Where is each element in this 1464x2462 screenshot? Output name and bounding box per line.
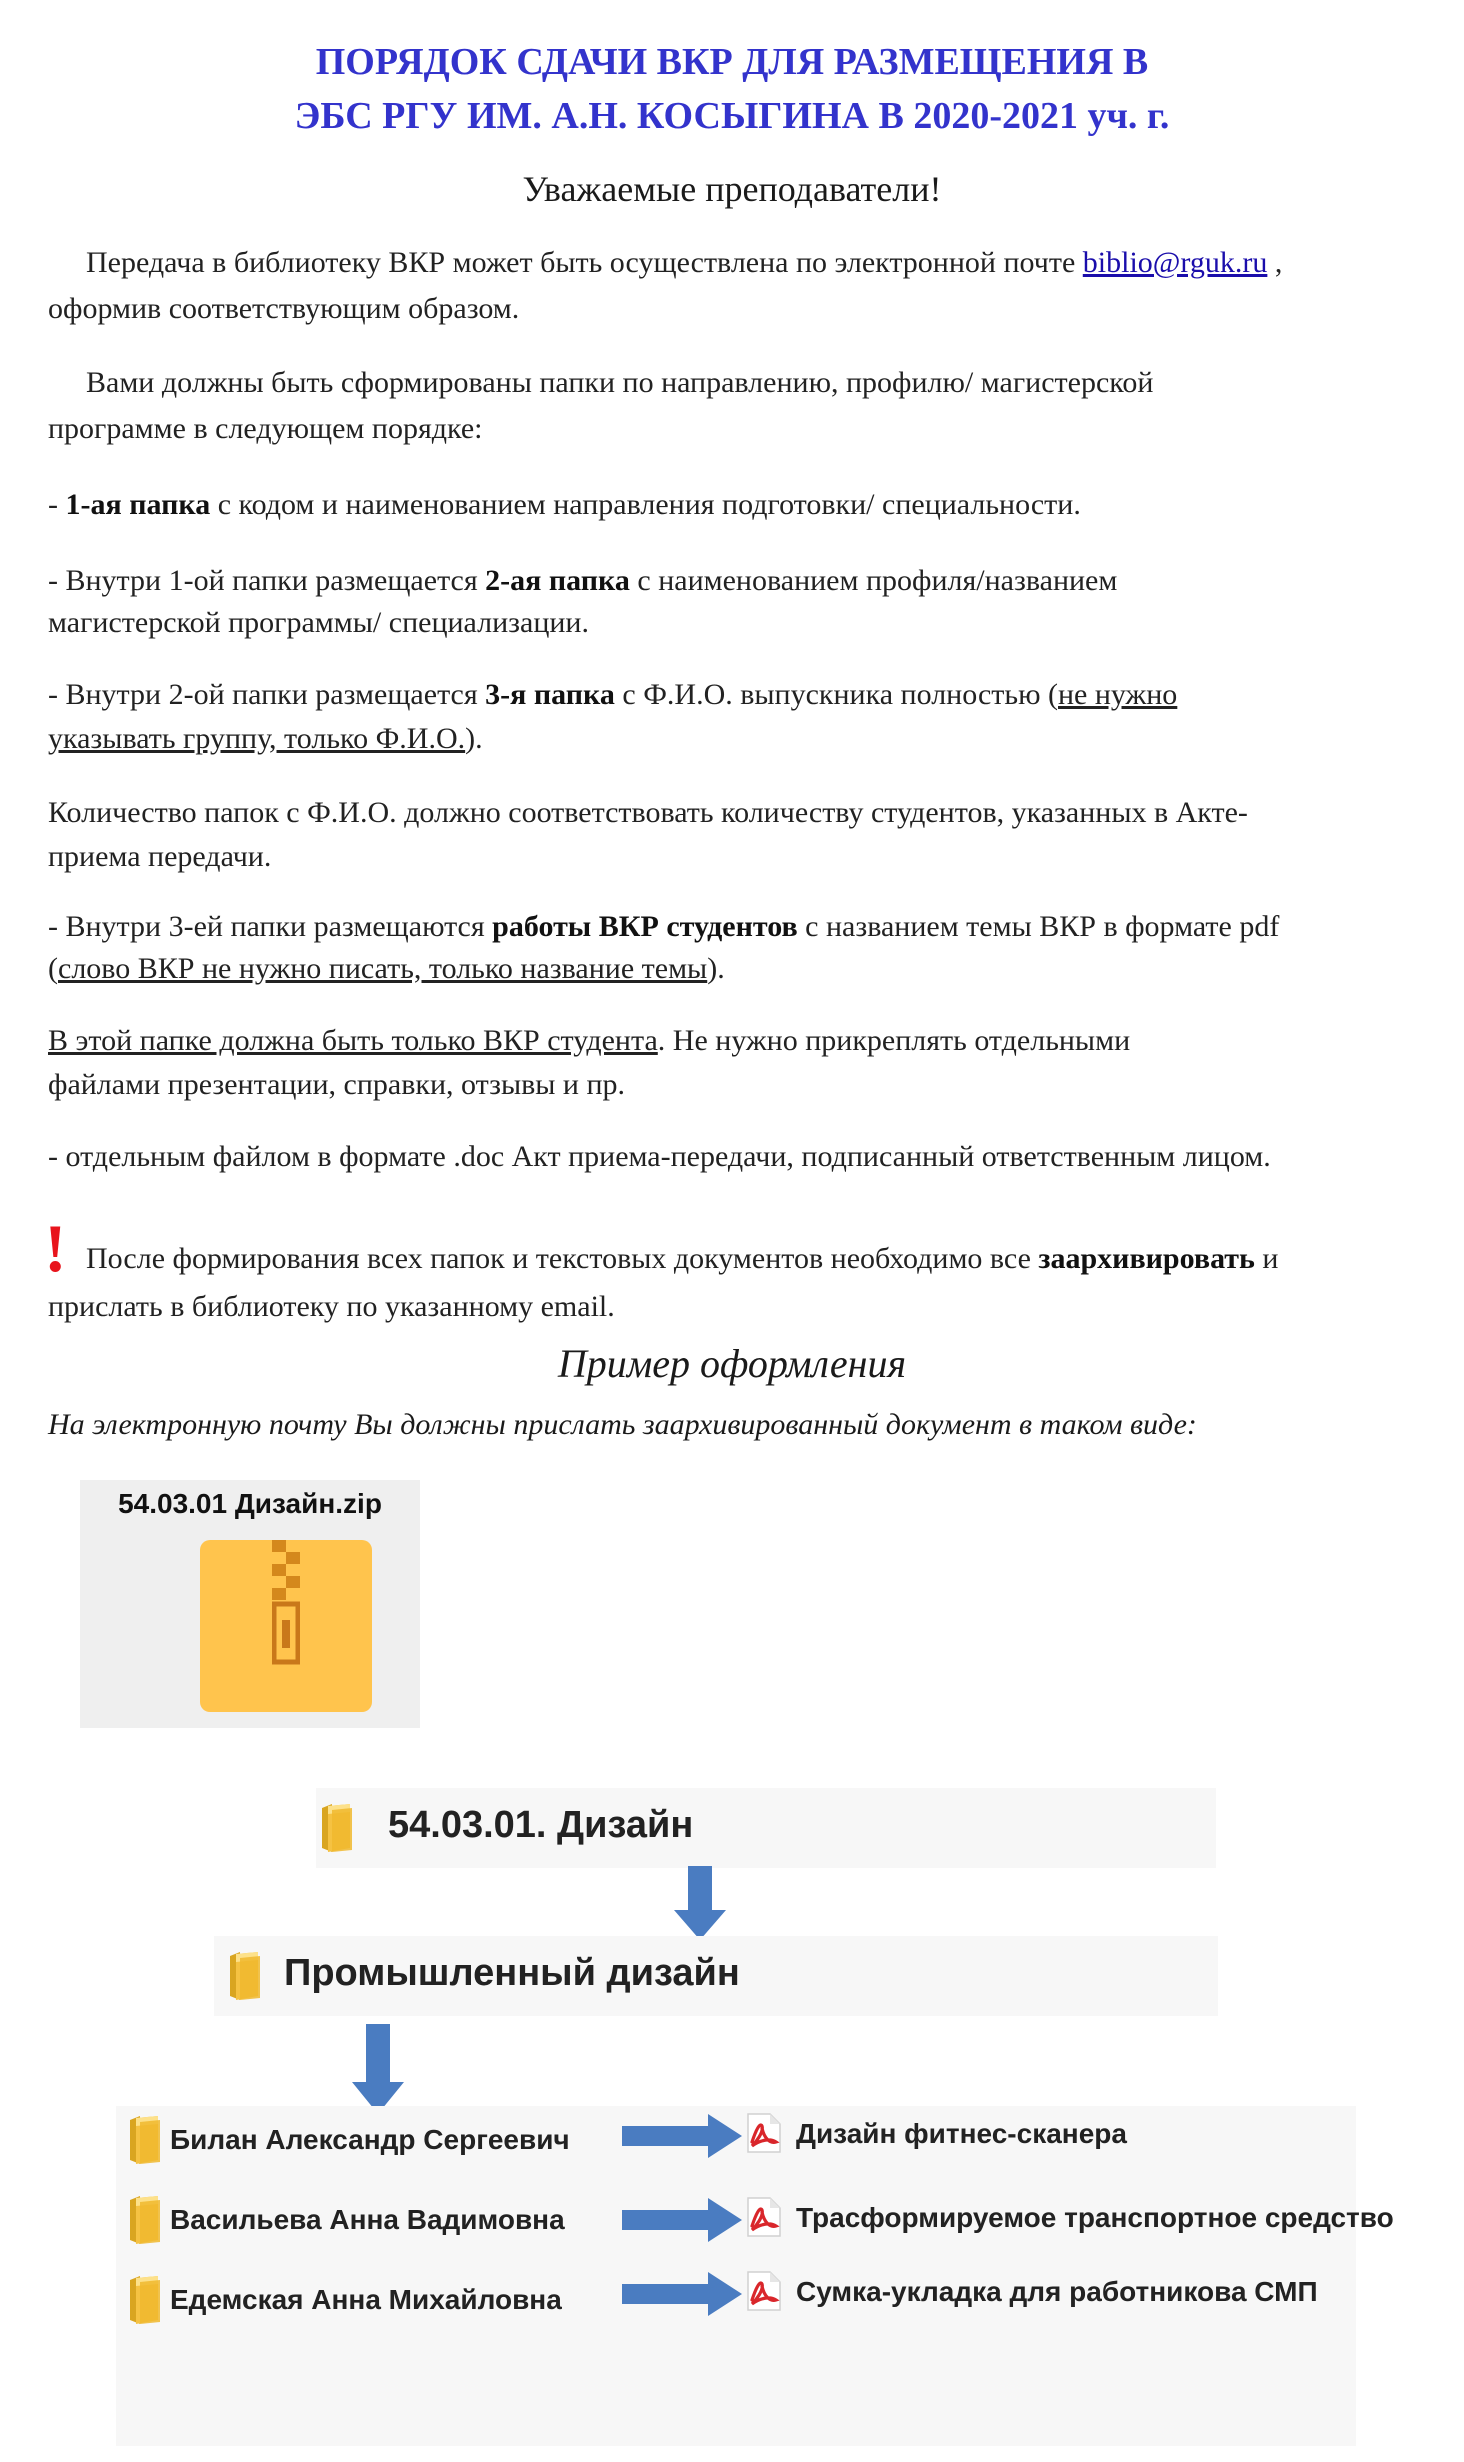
item2-bold: 2-ая папка: [485, 564, 630, 597]
item3-prefix: - Внутри 2-ой папки размещается: [48, 678, 486, 711]
tree-level2-label: Промышленный дизайн: [284, 1952, 740, 1994]
item3-end: ).: [465, 722, 483, 755]
item4-rest: с названием темы ВКР в формате pdf: [797, 910, 1280, 943]
item1-prefix: -: [48, 488, 66, 521]
pdf-file-icon: [746, 2270, 782, 2312]
archive-note: [86, 1236, 1426, 1281]
item3-bold: 3-я папка: [485, 678, 615, 711]
archive-note-line2: прислать в библиотеку по указанному email.: [48, 1290, 615, 1323]
archive-after: и: [1254, 1242, 1279, 1275]
item-act: - отдельным файлом в формате .doc Акт приема-передачи, подписанный ответственным лицом.: [48, 1140, 1271, 1173]
vkr-file-name[interactable]: Сумка-укладка для работникова СМП: [796, 2276, 1318, 2307]
item4-bold: работы ВКР студентов: [492, 910, 798, 943]
item-works: [48, 904, 1418, 949]
item3-line2: [48, 716, 1418, 761]
greeting: Уважаемые преподаватели!: [522, 169, 942, 209]
email-link[interactable]: biblio@rguk.ru: [1082, 246, 1268, 279]
vkr-file-name[interactable]: Дизайн фитнес-сканера: [796, 2118, 1127, 2149]
folder-icon: [126, 2194, 162, 2246]
folder-icon: [126, 2274, 162, 2326]
only-note-rest: . Не нужно прикреплять отдельными: [657, 1024, 1131, 1057]
zipper-icon: [272, 1540, 300, 1672]
zip-file[interactable]: [80, 1480, 420, 1728]
intro-line2: оформив соответствующим образом.: [48, 292, 520, 325]
vkr-file-name[interactable]: Трасформируемое транспортное средство: [796, 2202, 1394, 2233]
item2-line2: магистерской программы/ специализации.: [48, 606, 589, 639]
item1-bold: 1-ая папка: [65, 488, 211, 521]
archive-before: После формирования всех папок и текстовых документов необходимо все: [86, 1242, 1039, 1275]
count-note-line1: Количество папок с Ф.И.О. должно соответствовать количеству студентов, указанных в Акте-: [48, 796, 1248, 829]
arrow-right-icon: [622, 2198, 742, 2242]
item4-open: (: [48, 952, 58, 985]
item3-rest: с Ф.И.О. выпускника полностью (: [614, 678, 1058, 711]
student-name[interactable]: Васильева Анна Вадимовна: [170, 2204, 565, 2235]
item2-rest: с наименованием профиля/названием: [629, 564, 1118, 597]
folder-icon: [126, 2114, 162, 2166]
tree-level1-label: 54.03.01. Дизайн: [388, 1804, 694, 1846]
zip-file-name: 54.03.01 Дизайн.zip: [118, 1488, 382, 1519]
intro-paragraph: [48, 240, 1418, 285]
item-second-folder: [48, 558, 1418, 603]
arrow-right-icon: [622, 2114, 742, 2158]
tree-level2-row[interactable]: [214, 1936, 1218, 2016]
folders-intro-line2: программе в следующем порядке:: [48, 412, 483, 445]
intro-text: Передача в библиотеку ВКР может быть осуществлена по электронной почте: [86, 246, 1083, 279]
exclamation-mark: [44, 1210, 67, 1286]
item4-underline: слово ВКР не нужно писать, только название темы: [58, 952, 708, 985]
arrow-down-icon: [352, 2024, 404, 2114]
item1-rest: с кодом и наименованием направления подготовки/ специальности.: [210, 488, 1081, 521]
student-name[interactable]: Едемская Анна Михайловна: [170, 2284, 562, 2315]
intro-comma: ,: [1267, 246, 1283, 279]
pdf-file-icon: [746, 2196, 782, 2238]
zip-archive-icon: [200, 1540, 372, 1712]
only-note-underline: В этой папке должна быть только ВКР студента: [48, 1024, 658, 1057]
example-subtitle: На электронную почту Вы должны прислать заархивированный документ в таком виде:: [48, 1408, 1197, 1441]
student-name[interactable]: Билан Александр Сергеевич: [170, 2124, 570, 2155]
archive-bold: заархивировать: [1038, 1242, 1255, 1275]
pdf-file-icon: [746, 2112, 782, 2154]
item4-prefix: - Внутри 3-ей папки размещаются: [48, 910, 493, 943]
only-note: [48, 1018, 1418, 1063]
example-heading: Пример оформления: [557, 1341, 907, 1386]
item4-line2: [48, 946, 1418, 991]
exclamation-glyph: !: [44, 1210, 67, 1286]
folder-icon: [226, 1950, 262, 2002]
folder-icon: [318, 1802, 354, 1854]
doc-title-line2: ЭБС РГУ ИМ. А.Н. КОСЫГИНА В 2020-2021 уч. г.: [294, 95, 1170, 137]
item2-prefix: - Внутри 1-ой папки размещается: [48, 564, 486, 597]
arrow-down-icon: [674, 1866, 726, 1940]
item4-end: ).: [707, 952, 725, 985]
item-third-folder: [48, 672, 1418, 717]
folders-intro-line1: Вами должны быть сформированы папки по направлению, профилю/ магистерской: [86, 366, 1154, 399]
count-note-line2: приема передачи.: [48, 840, 272, 873]
tree-level1-row[interactable]: [316, 1788, 1216, 1868]
doc-title-line1: ПОРЯДОК СДАЧИ ВКР ДЛЯ РАЗМЕЩЕНИЯ В: [315, 41, 1149, 83]
only-note-line2: файлами презентации, справки, отзывы и пр.: [48, 1068, 626, 1101]
item3-underline1: не нужно: [1058, 678, 1178, 711]
item-first-folder: [48, 482, 1418, 527]
arrow-right-icon: [622, 2272, 742, 2316]
item3-underline2: указывать группу, только Ф.И.О.: [48, 722, 466, 755]
